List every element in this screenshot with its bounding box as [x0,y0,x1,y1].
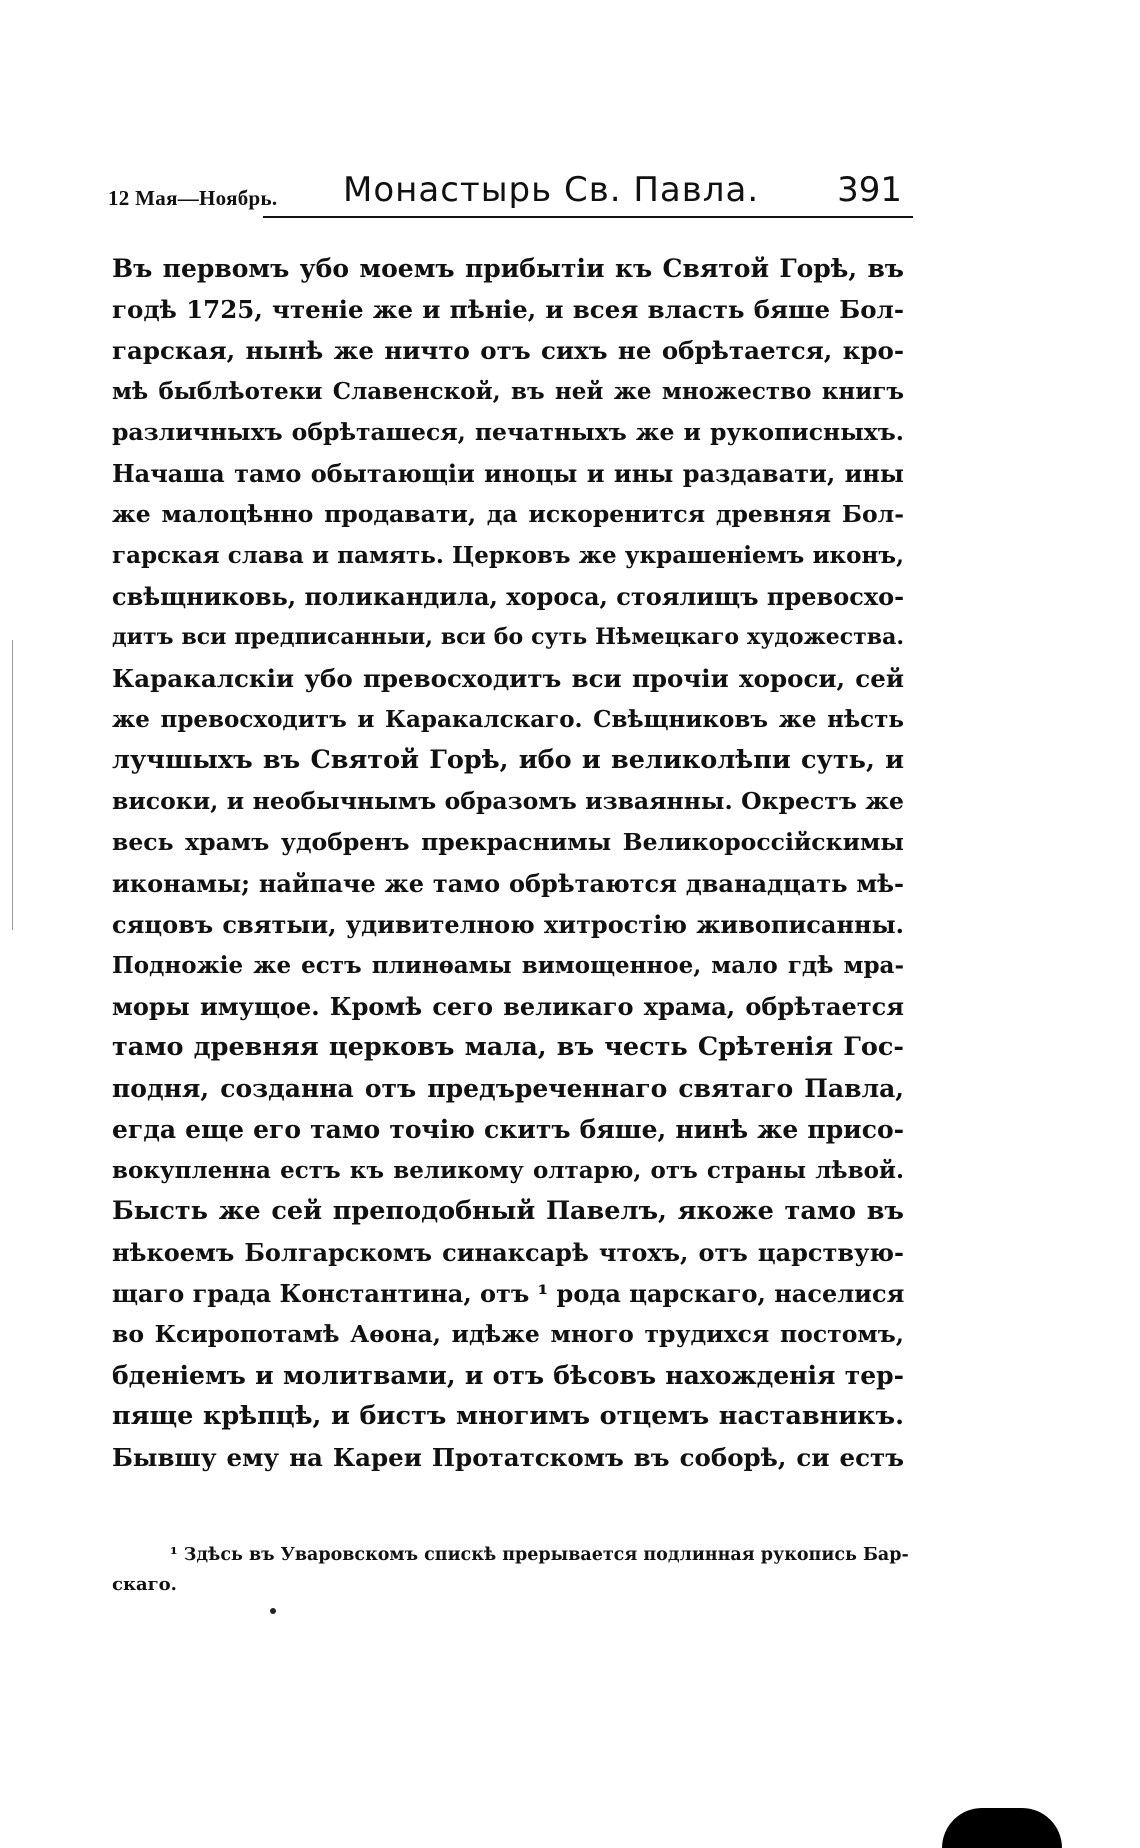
scan-blot [942,1808,1062,1848]
header-title: Монастырь Св. Павла. [343,170,760,210]
text-line: Каракалскіи убо превосходитъ вси прочіи хороси, сей [112,664,904,693]
footnote-line: ¹ Здѣсь въ Уваровскомъ спискѣ прерывается подлинная рукопись Бар- [170,1545,909,1565]
margin-scan-line [12,640,13,930]
text-line: же малоцѣнно продавати, да искоренится древняя Бол- [112,500,904,528]
text-line: вокупленна естъ къ великому олтарю, отъ страны лѣвой. [112,1157,904,1184]
text-line: во Ксиропотамѣ Аѳона, идѣже много трудихся постомъ, [112,1320,904,1348]
text-line: дитъ вси предписанныи, вси бо суть Нѣмецкаго художества. [112,624,904,650]
header-rule [263,216,913,218]
text-line: Бысть же сей преподобный Павелъ, якоже тамо въ [112,1196,904,1226]
text-line: гарская, нынѣ же ничто отъ сихъ не обрѣтается, кро- [112,336,904,365]
text-line: щаго града Константина, отъ ¹ рода царскаго, населися [112,1279,905,1308]
text-line: сяцовъ святыи, удивителною хитростію живописанны. [112,910,904,939]
text-line: бденіемъ и молитвами, и отъ бѣсовъ нахожденія тер- [112,1361,904,1390]
text-line: Въ первомъ убо моемъ прибытіи къ Святой Горѣ, въ [112,254,904,283]
text-line: иконамы; найпаче же тамо обрѣтаются дванадцать мѣ- [112,869,904,898]
page-number: 391 [837,170,902,210]
ink-speck [270,1608,276,1614]
text-line: же превосходитъ и Каракалскаго. Свѣщниковъ же нѣсть [112,706,904,733]
text-line: подня, созданна отъ предъреченнаго святаго Павла, [112,1074,904,1103]
body-text [112,248,904,1478]
text-line: различныхъ обрѣташеся, печатныхъ же и рукописныхъ. [112,418,904,446]
text-line: Начаша тамо обытающіи иноцы и ины раздавати, ины [112,459,904,488]
text-line: егда еще его тамо точію скитъ бяше, нинѣ же присо- [112,1115,904,1144]
text-line: Бывшу ему на Кареи Протатскомъ въ соборѣ, си естъ [112,1443,904,1472]
text-line: свѣщниковь, поликандила, хороса, стоялищъ превосхо- [112,582,905,611]
text-line: високи, и необычнымъ образомъ изваянны. Окрестъ же [112,787,904,815]
text-line: гарская слава и память. Церковъ же украшеніемъ иконъ, [112,542,904,569]
footnote-line: скаго. [112,1574,177,1595]
text-line: тамо древняя церковъ мала, въ честь Срѣтенія Гос- [112,1032,904,1062]
text-line: нѣкоемъ Болгарскомъ синаксарѣ чтохъ, отъ царствую- [112,1238,904,1267]
text-line: годѣ 1725, чтеніе же и пѣніе, и всея власть бяше Бол- [112,295,904,324]
header-dates: 12 Мая—Ноябрь. [108,186,278,210]
running-header [108,168,910,218]
text-line: весь храмъ удобренъ прекраснимы Великороссійскимы [112,828,904,856]
text-line: мѣ быблѣотеки Славенской, въ ней же множество книгъ [112,378,904,405]
text-line: пяще крѣпцѣ, и бистъ многимъ отцемъ наставникъ. [112,1401,904,1431]
text-line: лучшыхъ въ Святой Горѣ, ибо и великолѣпи суть, и [112,745,904,775]
footnote [112,1540,912,1600]
text-line: моры имущое. Кромѣ сего великаго храма, обрѣтается [112,992,904,1021]
text-line: Подножіе же естъ плинѳамы вимощенное, мало гдѣ мра- [112,952,904,979]
